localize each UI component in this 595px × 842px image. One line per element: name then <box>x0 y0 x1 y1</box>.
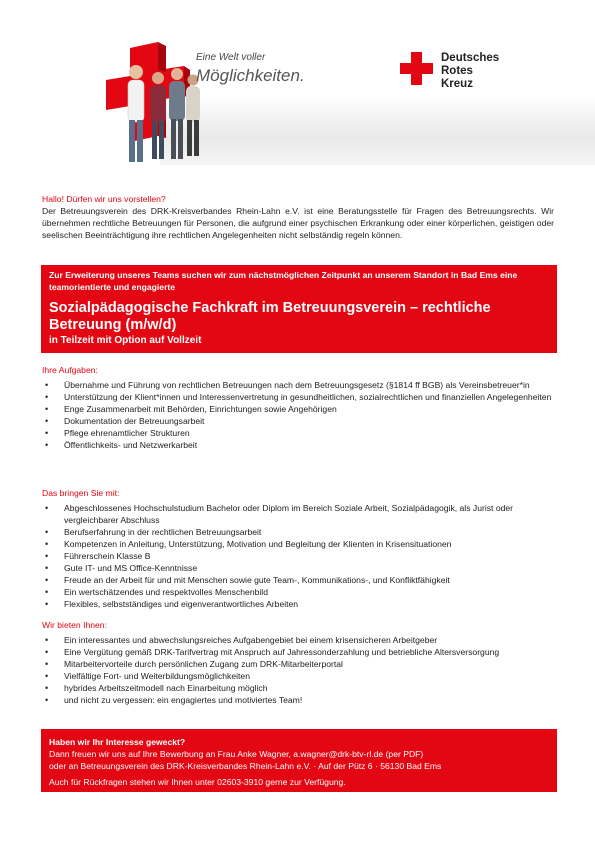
list-item: • Gute IT- und MS Office-Kenntnisse <box>42 562 558 574</box>
list-item: • Mitarbeitervorteile durch persönlichen Zugang zum DRK-Mitarbeiterportal <box>42 658 558 670</box>
intro-greeting: Hallo! Dürfen wir uns vorstellen? <box>42 194 166 204</box>
contact-box <box>41 729 557 792</box>
offer-list <box>42 634 558 706</box>
tasks-section <box>42 364 558 451</box>
logo-line-3: Kreuz <box>441 78 473 90</box>
job-title: Sozialpädagogische Fachkraft im Betreuungsverein – rechtliche Betreuung (m/w/d) <box>49 300 491 333</box>
red-cross-icon <box>400 52 433 85</box>
slogan-line-2: Möglichkeiten. <box>196 66 305 85</box>
list-item: • Vielfältige Fort- und Weiterbildungsmöglichkeiten <box>42 670 558 682</box>
list-item: • Übernahme und Führung von rechtlichen Betreuungen nach dem Betreuungsgesetz (§1814 ff BGB) als Vereinsbetreuer*in <box>42 379 558 391</box>
logo-line-2: Rotes <box>441 65 473 77</box>
list-item: • und nicht zu vergessen: ein engagiertes und motiviertes Team! <box>42 694 558 706</box>
offer-header: Wir bieten Ihnen: <box>42 620 107 630</box>
tasks-list <box>42 379 558 451</box>
list-item: • Flexibles, selbstständiges und eigenverantwortliches Arbeiten <box>42 598 558 610</box>
list-item: • Kompetenzen in Anleitung, Unterstützung, Motivation und Begleitung der Klienten in Krisensituationen <box>42 538 558 550</box>
list-item: • hybrides Arbeitszeitmodell nach Einarbeitung möglich <box>42 682 558 694</box>
requirements-header: Das bringen Sie mit: <box>42 488 120 498</box>
intro-section <box>42 193 554 241</box>
banner-background <box>160 95 595 165</box>
drk-logo <box>400 52 499 91</box>
contact-line-3: Auch für Rückfragen stehen wir Ihnen unter 02603-3910 gerne zur Verfügung. <box>49 777 346 787</box>
team-photo <box>122 58 202 168</box>
list-item: • Unterstützung der Klient*innen und Interessenvertretung in gesundheitlichen, sozialrechtlichen und finanziellen Angelegenheiten <box>42 391 558 403</box>
list-item: • Ein interessantes und abwechslungsreiches Aufgabengebiet bei einem krisensicheren Arbeitgeber <box>42 634 558 646</box>
list-item: • Ein wertschätzendes und respektvolles Menschenbild <box>42 586 558 598</box>
job-lead: Zur Erweiterung unseres Teams suchen wir zum nächstmöglichen Zeitpunkt an unserem Standort in Bad Ems eine teamorientierte und engagierte <box>49 270 518 292</box>
list-item: • Enge Zusammenarbeit mit Behörden, Einrichtungen sowie Angehörigen <box>42 403 558 415</box>
list-item: • Abgeschlossenes Hochschulstudium Bachelor oder Diplom im Bereich Soziale Arbeit, Sozialpädagogik, als Jurist oder vergleichbarer Abschluss <box>42 502 558 526</box>
list-item: • Führerschein Klasse B <box>42 550 558 562</box>
list-item: • Freude an der Arbeit für und mit Menschen sowie gute Team-, Kommunikations-, und Konfliktfähigkeit <box>42 574 558 586</box>
contact-line-1: Dann freuen wir uns auf Ihre Bewerbung an Frau Anke Wagner, a.wagner@drk-btv-rl.de (per PDF) <box>49 749 424 759</box>
list-item: • Dokumentation der Betreuungsarbeit <box>42 415 558 427</box>
requirements-list <box>42 502 558 610</box>
offer-section <box>42 619 558 706</box>
list-item: • Pflege ehrenamtlicher Strukturen <box>42 427 558 439</box>
header-banner <box>0 0 595 170</box>
list-item: • Öffentlichkeits- und Netzwerkarbeit <box>42 439 558 451</box>
slogan-line-1: Eine Welt voller <box>196 52 266 63</box>
job-subtitle: in Teilzeit mit Option auf Vollzeit <box>49 335 202 346</box>
intro-text: Der Betreuungsverein des DRK-Kreisverbandes Rhein-Lahn e.V. ist eine Beratungsstelle für Fragen des Betreuungsrechts. Wir übernehmen rechtliche Betreuungen für Personen, die aufgrund einer psychischen Erkrankung oder einer körperlichen, geistigen oder seelischen Beeinträchtigung ihre rechtlichen Angelegenheiten nicht selbständig regeln können. <box>42 206 554 240</box>
tasks-header: Ihre Aufgaben: <box>42 365 98 375</box>
job-title-box <box>41 265 557 353</box>
slogan <box>196 52 305 86</box>
logo-line-1: Deutsches <box>441 52 500 64</box>
list-item: • Berufserfahrung in der rechtlichen Betreuungsarbeit <box>42 526 558 538</box>
contact-line-2: oder an Betreuungsverein des DRK-Kreisverbandes Rhein-Lahn e.V. · Auf der Pütz 6 · 56130 Bad Ems <box>49 761 442 771</box>
requirements-section <box>42 487 558 610</box>
contact-heading: Haben wir Ihr Interesse geweckt? <box>49 737 186 747</box>
logo-text <box>441 52 499 91</box>
list-item: • Eine Vergütung gemäß DRK-Tarifvertrag mit Anspruch auf Jahressonderzahlung und betriebliche Altersversorgung <box>42 646 558 658</box>
